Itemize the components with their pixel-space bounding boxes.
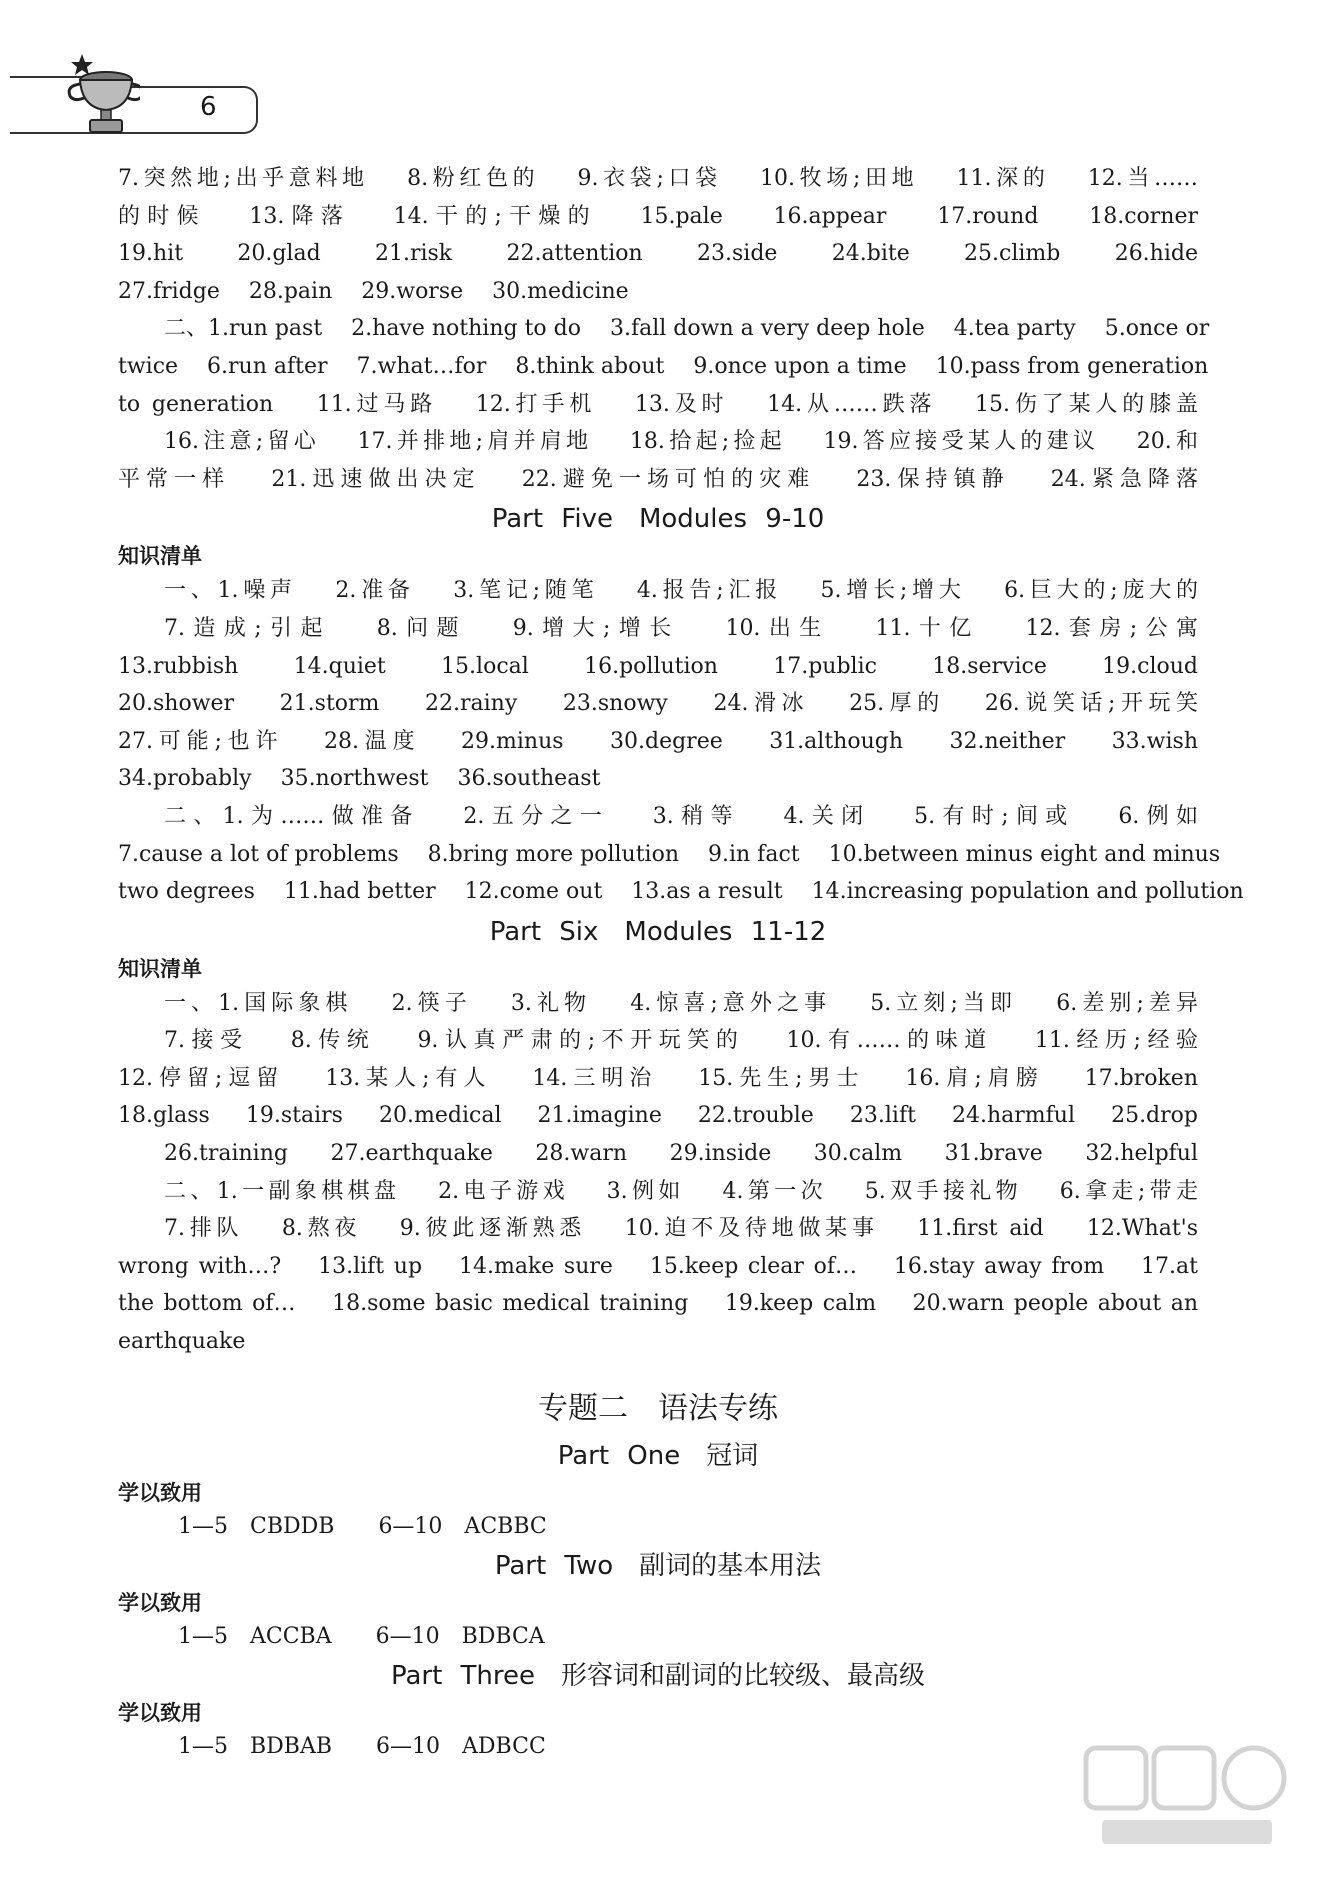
section-label: 学以致用 xyxy=(118,1700,202,1725)
page-number: 6 xyxy=(200,92,217,122)
answer-line: 二、1.一副象棋棋盘 2.电子游戏 3.例如 4.第一次 5.双手接礼物 6.拿走;带走 xyxy=(164,1178,1198,1204)
section-label: 知识清单 xyxy=(118,956,202,981)
answer-line: wrong with…? 13.lift up 14.make sure 15.keep clear of… 16.stay away from 17.at xyxy=(118,1253,1198,1279)
answer-line: the bottom of… 18.some basic medical training 19.keep calm 20.warn people about an xyxy=(118,1291,1198,1317)
watermark-logo xyxy=(1082,1742,1292,1852)
answer-line: 19.hit 20.glad 21.risk 22.attention 23.side 24.bite 25.climb 26.hide xyxy=(118,241,1198,267)
section-label: 知识清单 xyxy=(118,544,202,569)
answer-line: 7.突然地;出乎意料地 8.粉红色的 9.衣袋;口袋 10.牧场;田地 11.深的 12.当…… xyxy=(118,166,1198,191)
answer-line: 一、1.噪声 2.准备 3.笔记;随笔 4.报告;汇报 5.增长;增大 6.巨大的;庞大的 xyxy=(164,578,1198,604)
answer-line: 7.cause a lot of problems 8.bring more pollution 9.in fact 10.between minus eight and minus xyxy=(118,841,1221,867)
part-title: Part Three 形容词和副词的比较级、最高级 xyxy=(390,1660,926,1691)
answer-line: 二、1.为……做准备 2.五分之一 3.稍等 4.关闭 5.有时;间或 6.例如 xyxy=(164,803,1198,829)
answer-line: 的时候 13.降落 14.干的;干燥的 15.pale 16.appear 17.round 18.corner xyxy=(118,203,1198,229)
part-title: Part Five Modules 9-10 xyxy=(491,504,825,535)
answer-line: 16.注意;留心 17.并排地;肩并肩地 18.拾起;捡起 19.答应接受某人的建议 20.和 xyxy=(164,429,1198,455)
topic-title: 专题二 语法专练 xyxy=(538,1390,778,1426)
answer-line: 二、1.run past 2.have nothing to do 3.fall down a very deep hole 4.tea party 5.once or xyxy=(164,316,1210,342)
answer-line: two degrees 11.had better 12.come out 13.as a result 14.increasing population and pollution xyxy=(118,879,1244,905)
answer-line: 12.停留;逗留 13.某人;有人 14.三明治 15.先生;男士 16.肩;肩膀 17.broken xyxy=(118,1065,1198,1091)
answer-key: 1—5 CBDDB 6—10 ACBBC xyxy=(178,1513,547,1539)
answer-line: earthquake xyxy=(118,1329,246,1355)
answer-line: 7.排队 8.熬夜 9.彼此逐渐熟悉 10.迫不及待地做某事 11.first aid 12.What's xyxy=(164,1216,1198,1242)
answer-key: 1—5 ACCBA 6—10 BDBCA xyxy=(178,1623,545,1649)
answer-key: 1—5 BDBAB 6—10 ADBCC xyxy=(178,1733,546,1759)
answer-line: 27.可能;也许 28.温度 29.minus 30.degree 31.although 32.neither 33.wish xyxy=(118,728,1198,754)
answer-line: to generation 11.过马路 12.打手机 13.及时 14.从……跌落 15.伤了某人的膝盖 xyxy=(118,391,1198,417)
answer-line: 20.shower 21.storm 22.rainy 23.snowy 24.滑冰 25.厚的 26.说笑话;开玩笑 xyxy=(118,691,1198,717)
part-title: Part Six Modules 11-12 xyxy=(489,916,827,947)
part-title: Part Two 副词的基本用法 xyxy=(494,1550,822,1581)
section-label: 学以致用 xyxy=(118,1480,202,1505)
answer-line: 一、1.国际象棋 2.筷子 3.礼物 4.惊喜;意外之事 5.立刻;当即 6.差别;差异 xyxy=(164,990,1198,1016)
trophy-icon xyxy=(60,52,140,136)
answer-line: 26.training 27.earthquake 28.warn 29.inside 30.calm 31.brave 32.helpful xyxy=(164,1141,1198,1167)
answer-line: 27.fridge 28.pain 29.worse 30.medicine xyxy=(118,278,629,304)
answer-line: twice 6.run after 7.what…for 8.think about 9.once upon a time 10.pass from generation xyxy=(118,353,1209,379)
part-title: Part One 冠词 xyxy=(557,1440,759,1471)
answer-line: 13.rubbish 14.quiet 15.local 16.pollution 17.public 18.service 19.cloud xyxy=(118,653,1198,679)
answer-line: 7.造成;引起 8.问题 9.增大;增长 10.出生 11.十亿 12.套房;公寓 xyxy=(164,615,1198,641)
section-label: 学以致用 xyxy=(118,1590,202,1615)
answer-line: 18.glass 19.stairs 20.medical 21.imagine 22.trouble 23.lift 24.harmful 25.drop xyxy=(118,1103,1198,1129)
answer-line: 平常一样 21.迅速做出决定 22.避免一场可怕的灾难 23.保持镇静 24.紧急降落 xyxy=(118,466,1198,492)
answer-line: 34.probably 35.northwest 36.southeast xyxy=(118,766,601,792)
answer-content xyxy=(118,160,1244,1765)
answer-line: 7.接受 8.传统 9.认真严肃的;不开玩笑的 10.有……的味道 11.经历;经验 xyxy=(164,1028,1198,1054)
